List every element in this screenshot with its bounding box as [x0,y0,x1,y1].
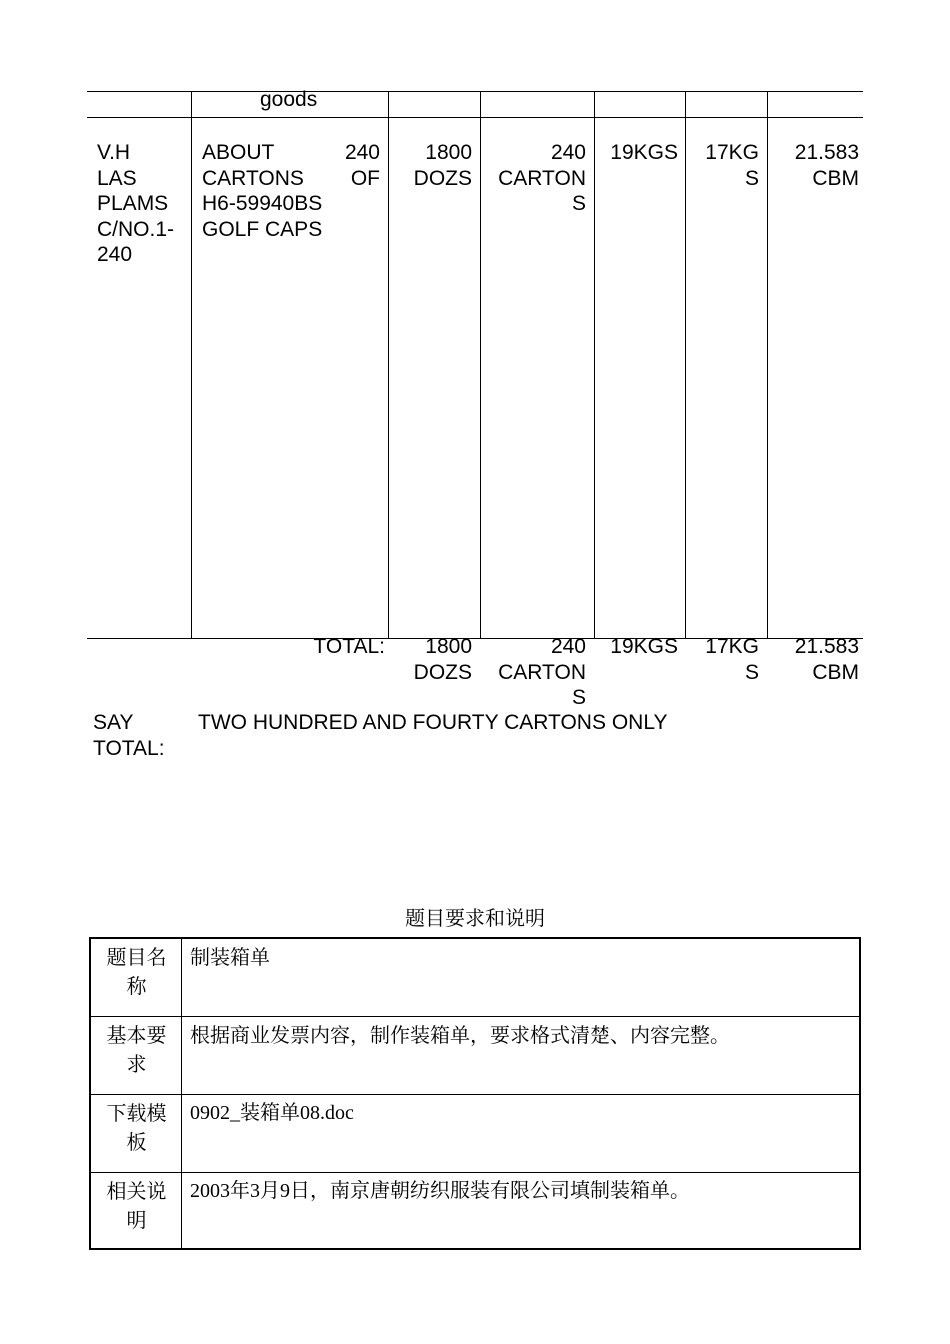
total-measurement: 21.583 CBM [794,635,859,684]
total-quantity: 1800 DOZS [413,635,472,684]
download-template-link[interactable]: 0902_装箱单08.doc [190,1102,354,1124]
measurement-cell: 21.583 CBM [794,141,859,190]
req-row-basic [91,1016,859,1094]
table-header-bottom-rule [87,117,863,118]
col-divider-2 [388,91,389,638]
packages-cell: 240 CARTON S [498,141,586,215]
net-weight-cell: 17KG S [705,141,759,190]
col-divider-1 [191,91,192,638]
table-top-rule [87,91,863,92]
total-packages: 240 CARTON S [498,635,586,709]
col-divider-3 [480,91,481,638]
quantity-cell: 1800 DOZS [413,141,472,190]
say-total-value: TWO HUNDRED AND FOURTY CARTONS ONLY [198,711,668,734]
total-label: TOTAL: [313,635,385,658]
req-label: 基本要 求 [106,1023,167,1076]
req-value: 制装箱单 [190,945,270,969]
marks-cell: V.H LAS PLAMS C/NO.1- 240 [97,141,175,266]
req-value: 根据商业发票内容，制作装箱单，要求格式清楚、内容完整。 [190,1023,730,1047]
requirements-title: 题目要求和说明 [405,906,545,930]
gross-weight-cell: 19KGS [610,141,678,164]
req-label: 题目名 称 [106,945,167,998]
col-divider-5 [685,91,686,638]
say-total-label: SAY TOTAL: [93,711,165,760]
req-row-notes [91,1172,859,1249]
req-row-download [91,1094,859,1172]
requirements-table [89,937,861,1250]
req-label: 相关说 明 [106,1179,167,1232]
req-value: 2003年3月9日，南京唐朝纺织服装有限公司填制装箱单。 [190,1180,690,1202]
total-net-weight: 17KG S [705,635,759,684]
req-label: 下载模 板 [106,1101,167,1154]
col-divider-6 [767,91,768,638]
description-cell: ABOUT 240 CARTONS OF H6-59940BS GOLF CAPS [202,141,380,241]
header-fragment: goods [260,88,318,111]
req-row-title [91,939,859,1016]
total-gross-weight: 19KGS [610,635,678,658]
col-divider-4 [594,91,595,638]
